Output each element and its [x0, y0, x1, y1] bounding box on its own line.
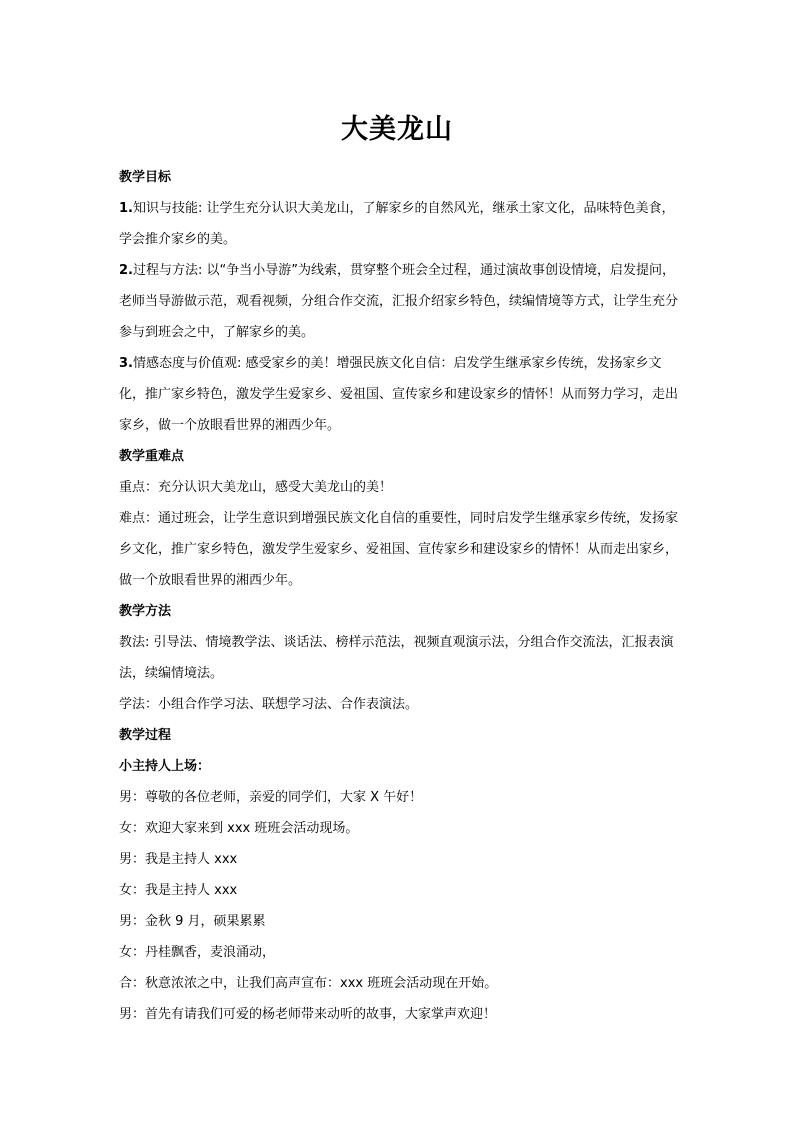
key-points-heading: 教学重难点 — [119, 449, 185, 464]
learning-method: 学法：小组合作学习法、联想学习法、合作表演法。 — [119, 697, 419, 712]
objective-2-text: 过程与方法: 以“争当小导游”为线索，贯穿整个班会全过程，通过演故事创设情境，启发提问，老师当导游做示范，观看视频，分组合作交流，汇报介绍家乡特色，续编情境等方式，让学生充分参与到班会之中，了解家乡的美。 — [119, 263, 679, 340]
objective-2 — [119, 255, 679, 348]
objective-2-number: 2. — [119, 263, 133, 278]
objective-1-text: 知识与技能: 让学生充分认识大美龙山，了解家乡的自然风光，继承土家文化，品味特色美食，学会推介家乡的美。 — [119, 201, 675, 247]
objective-1-number: 1. — [119, 201, 133, 216]
process-heading: 教学过程 — [119, 728, 172, 743]
objective-3-number: 3. — [119, 356, 133, 371]
document-title: 大美龙山 — [341, 114, 453, 145]
objective-3-text: 情感态度与价值观: 感受家乡的美！增强民族文化自信：启发学生继承家乡传统，发扬家乡文化，推广家乡特色，激发学生爱家乡、爱祖国、宣传家乡和建设家乡的情怀！从而努力学习，走出家乡，做一个放眼看世界的湘西少年。 — [119, 356, 679, 433]
objective-3 — [119, 348, 679, 441]
teaching-method: 教法: 引导法、情境教学法、谈话法、榜样示范法，视频直观演示法，分组合作交流法，汇报表演法，续编情境法。 — [119, 635, 674, 681]
dialogue-line: 合：秋意浓浓之中，让我们高声宣布：xxx 班班会活动现在开始。 — [119, 976, 498, 991]
document-body — [119, 162, 679, 1030]
dialogue-line: 男：金秋 9 月，硕果累累 — [119, 914, 266, 929]
dialogue-line: 女：欢迎大家来到 xxx 班班会活动现场。 — [119, 821, 359, 836]
difficult-point: 难点：通过班会，让学生意识到增强民族文化自信的重要性，同时启发学生继承家乡传统，发扬家乡文化，推广家乡特色，激发学生爱家乡、爱祖国、宣传家乡和建设家乡的情怀！从而走出家乡，做一个放眼看世界的湘西少年。 — [119, 511, 679, 588]
objectives-heading: 教学目标 — [119, 170, 172, 185]
dialogue-line: 男：尊敬的各位老师，亲爱的同学们，大家 X 午好！ — [119, 790, 423, 805]
objective-1 — [119, 193, 679, 255]
dialogue-line: 女：丹桂飘香，麦浪涌动， — [119, 945, 276, 960]
host-heading: 小主持人上场： — [119, 759, 211, 774]
dialogue-line: 男：我是主持人 xxx — [119, 852, 238, 867]
methods-heading: 教学方法 — [119, 604, 172, 619]
key-point: 重点：充分认识大美龙山，感受大美龙山的美！ — [119, 480, 393, 495]
dialogue-line: 男：首先有请我们可爱的杨老师带来动听的故事，大家掌声欢迎！ — [119, 1007, 497, 1022]
dialogue-line: 女：我是主持人 xxx — [119, 883, 238, 898]
